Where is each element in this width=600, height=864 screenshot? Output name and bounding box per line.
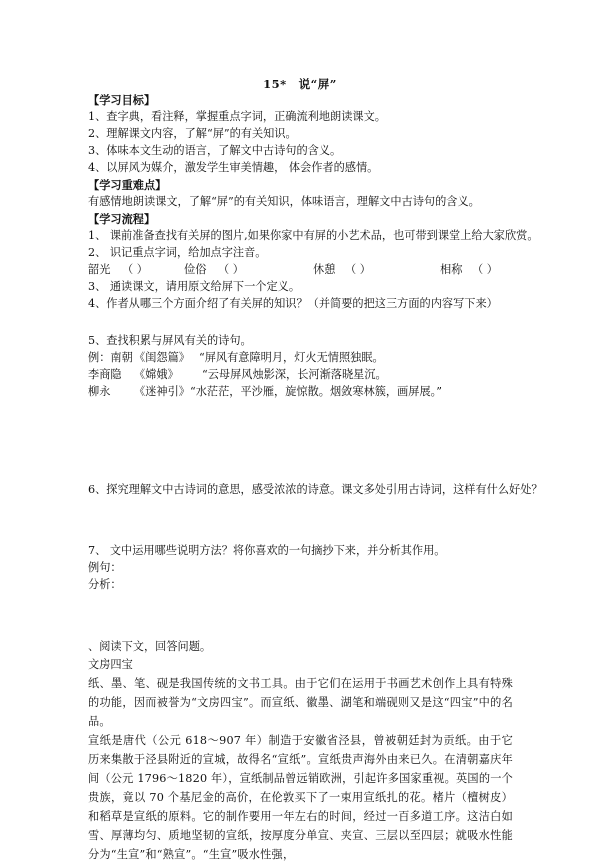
vocab-blank[interactable]: （ ） xyxy=(472,263,498,276)
poem-author: 李商隐 xyxy=(88,368,122,381)
question-4: 4、作者从哪三个方面介绍了有关屏的知识？（并简要的把这三方面的内容写下来） xyxy=(88,297,498,310)
reading-paragraph: 纸、墨、笔、砚是我国传统的文书工具。由于它们在运用于书画艺术创作上具有特殊的功能，因而被誉为“文房四宝”。而宣纸、徽墨、湖笔和端砚则又是这“四宝”中的名品。 xyxy=(88,677,513,728)
step-1: 1、 课前准备查找有关屏的图片,如果你家中有屏的小艺术品，也可带到课堂上给大家欣赏。 xyxy=(88,229,539,242)
objective-item: 4、以屏风为媒介，激发学生审美情趣， 体会作者的感情。 xyxy=(88,161,379,174)
reading-subtitle: 文房四宝 xyxy=(88,658,133,671)
key-points-text: 有感情地朗读课文，了解“屏”的有关知识，体味语言，理解文中古诗句的含义。 xyxy=(88,195,480,208)
question-7: 7、 文中运用哪些说明方法？将你喜欢的一句摘抄下来，并分析其作用。 xyxy=(88,544,446,557)
vocab-blank[interactable]: （ ） xyxy=(122,263,148,276)
poem-work: 《迷神引》 xyxy=(134,385,190,398)
vocab-row xyxy=(88,263,498,277)
poem-work: 《闺怨篇》 xyxy=(134,351,190,364)
reading-paragraph: 宣纸是唐代（公元 618～907 年）制造于安徽省泾县，曾被朝廷封为贡纸。由于它历来集散于泾县附近的宣城，故得名“宣纸”。宣纸贵声海外由来已久。在清朝嘉庆年间（公元 1796～1820 年），宣纸制品曾远销欧洲，引起许多国家重视。英国的一个贵族，竟以 70 个基尼金的高价，在伦敦买下了一束用宣纸扎的花。楮片（檀树皮）和稻草是宣纸的原料。它的制作要用一年左右的时间，经过一百多道工序。这洁白如雪、厚薄均匀、质地坚韧的宣纸，按厚度分单宣、夹宣、三层以至四层；就吸水性能分为“生宣”和“熟宣”。“生宣”吸水性强， xyxy=(88,734,513,861)
reading-prompt: 、阅读下文，回答问题。 xyxy=(88,640,212,653)
objective-item: 1、查字典，看注释，掌握重点字词，正确流利地朗读课文。 xyxy=(88,110,386,123)
vocab-blank[interactable]: （ ） xyxy=(345,263,371,276)
vocab-word: 休憩 xyxy=(313,263,336,276)
analysis-label: 分析： xyxy=(88,578,122,591)
poem-line: “屏风有意障明月，灯火无情照独眠。 xyxy=(199,351,384,364)
poem-example xyxy=(88,368,387,382)
poem-line: “水茫茫，平沙雁，旋惊散。烟敛寒林簇，画屏展。” xyxy=(190,385,442,398)
vocab-word: 俭俗 xyxy=(184,263,207,276)
example-label: 例句： xyxy=(88,561,122,574)
vocab-word: 相称 xyxy=(440,263,463,276)
vocab-blank[interactable]: （ ） xyxy=(218,263,244,276)
objective-item: 2、理解课文内容，了解“屏”的有关知识。 xyxy=(88,127,297,140)
vocab-word: 韶光 xyxy=(88,263,111,276)
step-3: 3、 通读课文，请用原文给屏下一个定义。 xyxy=(88,280,301,293)
objectives-heading: 【学习目标】 xyxy=(88,93,156,107)
poem-author: 例：南朝 xyxy=(88,351,133,364)
process-heading: 【学习流程】 xyxy=(88,212,156,226)
poem-line: “云母屏风烛影深，长河渐落晓星沉。 xyxy=(202,368,387,381)
poem-work: 《嫦娥》 xyxy=(134,368,179,381)
poem-example xyxy=(88,385,442,399)
question-6: 6、探究理解文中古诗词的意思，感受浓浓的诗意。课文多处引用古诗词，这样有什么好处？ xyxy=(88,483,543,496)
poem-example xyxy=(88,351,384,365)
question-5: 5、查找积累与屏风有关的诗句。 xyxy=(88,334,252,347)
objective-item: 3、体味本文生动的语言，了解文中古诗句的含义。 xyxy=(88,144,342,157)
step-2: 2、 识记重点字词，给加点字注音。 xyxy=(88,246,267,259)
poem-author: 柳永 xyxy=(88,385,111,398)
key-points-heading: 【学习重难点】 xyxy=(88,178,167,192)
page-title: 15* 说“屏” xyxy=(263,77,337,91)
